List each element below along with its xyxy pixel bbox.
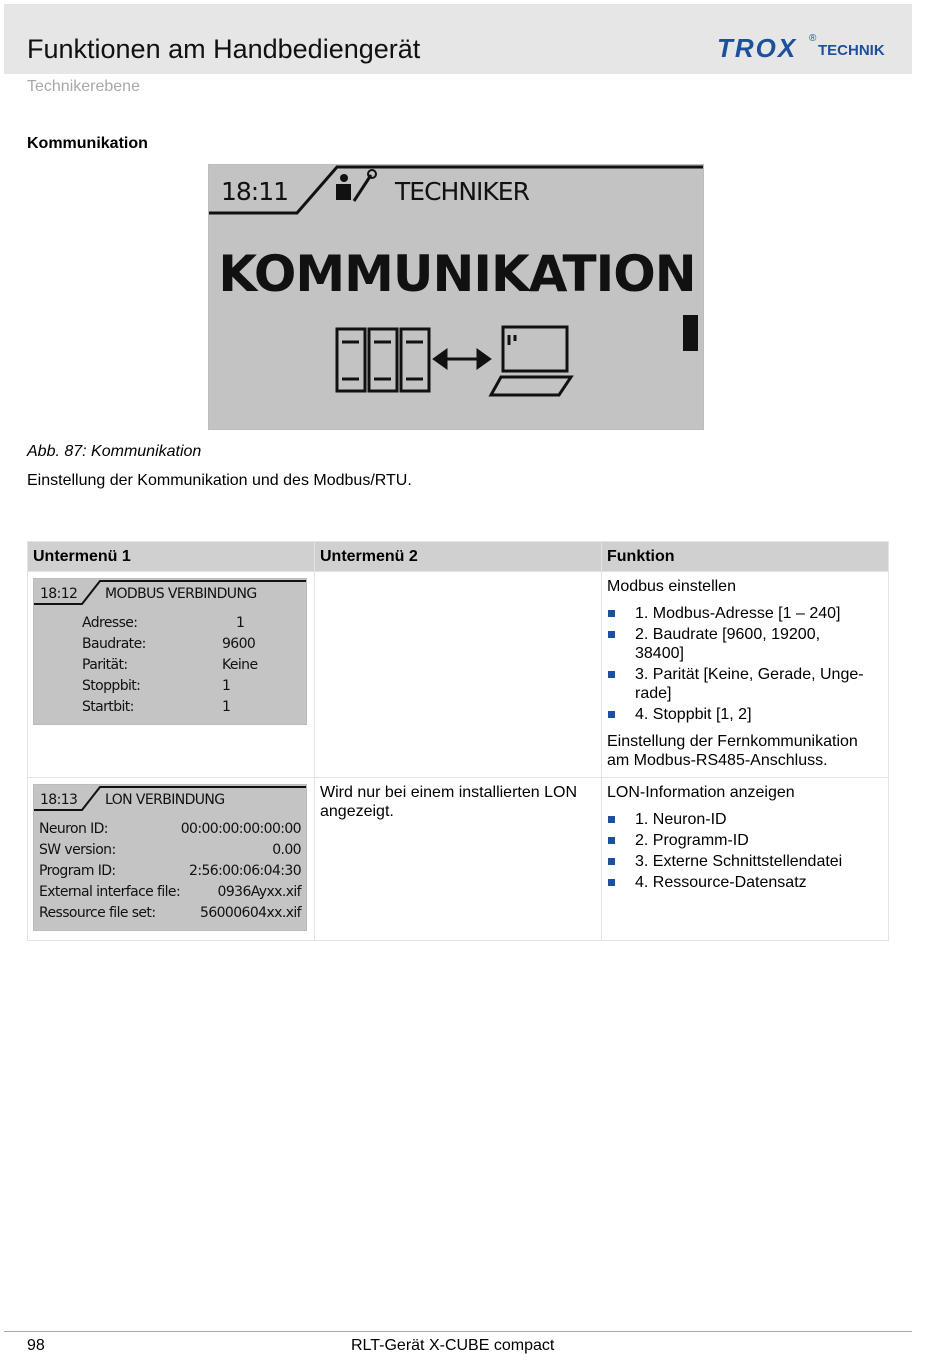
function-title: LON-Information anzeigen bbox=[607, 784, 795, 801]
list-item: 1. Neuron-ID bbox=[607, 810, 883, 829]
controller-modules-icon bbox=[337, 329, 429, 391]
lcd-lon-screen: 18:13 LON VERBINDUNG Neuron ID: 00:00:00:00:00:00 SW version: 0.00 Program ID: 2:56:00:06:04:30 External interface file: 0936Ayxx.xif Ressource file set: 56000604xx.xif bbox=[33, 784, 307, 931]
scrollbar-indicator bbox=[683, 315, 698, 351]
submenu2-cell: Wird nur bei einem installierten LON angezeigt. bbox=[315, 778, 602, 941]
lcd-title: MODBUS VERBINDUNG bbox=[105, 586, 257, 602]
list-item: 4. Stoppbit [1, 2] bbox=[607, 705, 883, 724]
function-title: Modbus einstellen bbox=[607, 578, 736, 595]
column-header: Funktion bbox=[602, 542, 889, 572]
technician-icon bbox=[336, 170, 376, 201]
lcd-time: 18:12 bbox=[40, 586, 78, 602]
trox-logo bbox=[717, 33, 892, 65]
list-item: 2. Baudrate [9600, 19200, 38400] bbox=[607, 625, 883, 663]
list-item: 2. Programm-ID bbox=[607, 831, 883, 850]
submenu1-cell bbox=[28, 778, 315, 941]
lcd-time: 18:13 bbox=[40, 792, 78, 808]
logo-registered: ® bbox=[809, 33, 817, 44]
lcd-figure-kommunikation bbox=[208, 164, 704, 430]
lcd-title: LON VERBINDUNG bbox=[105, 792, 225, 808]
list-item: 1. Modbus-Adresse [1 – 240] bbox=[607, 604, 883, 623]
page-number: 98 bbox=[27, 1337, 45, 1354]
logo-sub-text: TECHNIK bbox=[818, 42, 885, 59]
list-item: 3. Parität [Keine, Gerade, Unge- rade] bbox=[607, 665, 883, 703]
section-heading: Kommunikation bbox=[27, 135, 148, 152]
table-row bbox=[28, 572, 889, 778]
page-header bbox=[4, 4, 912, 74]
function-cell bbox=[602, 778, 889, 941]
table-row bbox=[28, 778, 889, 941]
function-list bbox=[607, 604, 883, 724]
footer-divider bbox=[4, 1331, 912, 1332]
function-note: Einstellung der Fernkommunikation am Modbus-RS485-Anschluss. bbox=[607, 733, 858, 769]
lcd-time: 18:11 bbox=[221, 177, 289, 206]
page-subtitle: Technikerebene bbox=[27, 78, 140, 95]
column-header: Untermenü 2 bbox=[315, 542, 602, 572]
function-list bbox=[607, 810, 883, 892]
list-item: 3. Externe Schnittstellendatei bbox=[607, 852, 883, 871]
double-arrow-icon bbox=[433, 349, 491, 369]
laptop-icon bbox=[491, 327, 571, 395]
submenu2-cell bbox=[315, 572, 602, 778]
document-title: RLT-Gerät X-CUBE compact bbox=[351, 1337, 555, 1354]
figure-caption: Abb. 87: Kommunikation bbox=[27, 443, 202, 460]
lcd-role: TECHNIKER bbox=[395, 177, 529, 206]
function-cell bbox=[602, 572, 889, 778]
column-header: Untermenü 1 bbox=[28, 542, 315, 572]
list-item: 4. Ressource-Datensatz bbox=[607, 873, 883, 892]
page-title: Funktionen am Handbediengerät bbox=[27, 34, 421, 64]
table-header-row bbox=[28, 542, 889, 572]
lcd-modbus-screen: 18:12 MODBUS VERBINDUNG Adresse: 1 Baudrate: 9600 Parität: Keine Stoppbit: 1 Startbit: 1 bbox=[33, 578, 307, 725]
submenu1-cell bbox=[28, 572, 315, 778]
intro-text: Einstellung der Kommunikation und des Modbus/RTU. bbox=[27, 472, 412, 489]
logo-main-text: TROX bbox=[717, 33, 798, 63]
function-table bbox=[27, 541, 889, 941]
lcd-menu-title: KOMMUNIKATION bbox=[218, 245, 696, 303]
